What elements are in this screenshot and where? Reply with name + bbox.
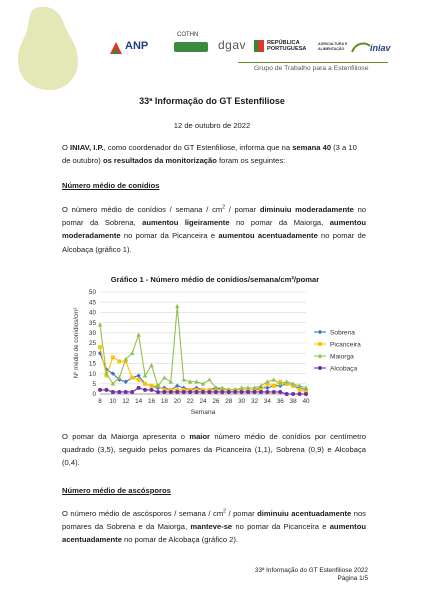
- data-point: [175, 304, 179, 308]
- intro-results: os resultados da monitorização: [102, 156, 217, 166]
- iniav-logo-icon: [350, 40, 372, 54]
- data-point: [318, 330, 322, 334]
- p2-text-b: maior: [189, 432, 210, 441]
- data-point: [246, 390, 250, 394]
- x-tick-label: 32: [250, 398, 259, 405]
- document-title: 33ª Informação do GT Estenfiliose: [139, 96, 285, 106]
- y-tick-label: 20: [88, 350, 96, 358]
- s2-text-b: / pomar: [225, 509, 258, 518]
- header-divider: [238, 62, 388, 63]
- p2-text-a: O pomar da Maiorga apresenta o: [62, 432, 190, 441]
- data-point: [284, 379, 288, 383]
- data-point: [181, 377, 185, 381]
- x-tick-label: 40: [302, 398, 310, 405]
- x-tick-label: 16: [147, 398, 156, 405]
- data-point: [253, 390, 257, 394]
- data-point: [182, 390, 186, 394]
- data-point: [117, 359, 121, 363]
- data-point: [272, 377, 276, 381]
- s2-text-d: nos pomares da Sobrena e da Maiorga,: [62, 509, 366, 532]
- data-point: [98, 345, 102, 349]
- x-tick-label: 26: [212, 398, 220, 405]
- republica-portuguesa-logo: REPÚBLICA PORTUGUESA: [267, 40, 307, 53]
- x-tick-label: 30: [238, 398, 246, 405]
- legend-label: Sobrena: [330, 329, 355, 337]
- cothn-logo-icon: [174, 42, 208, 52]
- data-point: [318, 366, 322, 370]
- s2-text-e: manteve-se: [190, 522, 233, 532]
- y-tick-label: 25: [88, 340, 96, 348]
- legend-label: Picanceira: [330, 341, 361, 349]
- s1-text-f: no pomar da Maiorga,: [229, 218, 330, 228]
- y-tick-label: 0: [92, 391, 96, 399]
- s1-text-a: O número médio de conídios / semana / cm: [62, 205, 223, 214]
- s1-text-j: no pomar de Alcobaça (gráfico 1).: [62, 231, 366, 254]
- data-point: [117, 390, 121, 394]
- partner-logos: [108, 32, 408, 68]
- x-tick-label: 24: [199, 398, 207, 405]
- data-point: [227, 390, 231, 394]
- data-point: [298, 392, 302, 396]
- data-point: [143, 388, 147, 392]
- data-point: [201, 390, 205, 394]
- data-point: [220, 390, 224, 394]
- x-tick-label: 36: [276, 398, 284, 405]
- x-tick-label: 14: [135, 398, 143, 405]
- legend-label: Maiorga: [330, 353, 354, 361]
- s2-sup: 2: [223, 508, 226, 515]
- pear-logo-icon: [0, 0, 120, 90]
- data-point: [265, 386, 269, 390]
- ascosporos-paragraph: [62, 507, 366, 547]
- cothn-logo: COTHN: [177, 32, 199, 38]
- y-tick-label: 5: [92, 381, 96, 388]
- s1-text-g: aumentou moderadamente: [62, 218, 366, 241]
- iniav-logo: iniav: [370, 43, 391, 53]
- s1-sup: 2: [222, 204, 225, 211]
- y-tick-label: 30: [88, 330, 96, 337]
- p2-text-c: número médio de conídios por centímetro quadrado (3,5), seguido pelos pomares da Picanceira (1,1), Sobrena (0,9) e Alcobaça (0,4).: [62, 432, 366, 468]
- data-point: [117, 375, 121, 379]
- chart-title: Gráfico 1 - Número médio de conídios/semana/cm²/pomar: [110, 275, 320, 284]
- footer-title: 33ª Informação do GT Estenfiliose 2022: [254, 567, 368, 574]
- intro-text-3: (3 a 10 de outubro): [62, 143, 357, 166]
- footer-page-number: Página 1/5: [337, 575, 368, 582]
- y-axis-label: Nº médio de conídios/cm²: [73, 307, 80, 379]
- data-point: [124, 390, 128, 394]
- y-tick-label: 10: [88, 370, 96, 378]
- s1-text-b: / pomar: [225, 205, 260, 214]
- data-point: [304, 392, 308, 396]
- intro-org: INIAV, I.P.: [70, 143, 104, 152]
- data-point: [169, 390, 173, 394]
- x-tick-label: 22: [186, 398, 194, 405]
- data-point: [233, 390, 237, 394]
- y-tick-label: 15: [88, 360, 96, 368]
- data-point: [214, 390, 218, 394]
- data-point: [265, 390, 269, 394]
- section-heading-ascosporos: Número médio de ascósporos: [62, 486, 171, 495]
- x-tick-label: 28: [225, 398, 233, 405]
- data-point: [278, 390, 282, 394]
- legend-label: Alcobaça: [330, 365, 358, 373]
- s1-text-d: no pomar da Sobrena,: [62, 205, 367, 228]
- page-footer: [255, 567, 368, 583]
- s1-text-h: no pomar da Picanceira e: [120, 231, 219, 241]
- data-point: [137, 378, 141, 382]
- intro-text-1: O: [62, 143, 71, 152]
- data-point: [130, 351, 134, 355]
- data-point: [130, 376, 134, 380]
- data-point: [285, 392, 289, 396]
- intro-week: semana 40: [292, 143, 332, 152]
- data-point: [156, 390, 160, 394]
- data-point: [104, 388, 108, 392]
- data-point: [175, 390, 179, 394]
- anp-logo-icon: [108, 40, 124, 56]
- data-point: [111, 390, 115, 394]
- data-point: [207, 377, 211, 381]
- group-name: Grupo de Trabalho para a Estenfiliose: [254, 65, 369, 72]
- data-point: [259, 390, 263, 394]
- s1-text-e: aumentou ligeiramente: [142, 218, 230, 228]
- x-tick-label: 20: [173, 398, 181, 405]
- data-point: [272, 390, 276, 394]
- x-axis-label: Semana: [190, 409, 216, 416]
- data-point: [137, 386, 141, 390]
- data-point: [130, 390, 134, 394]
- anp-logo: ANP: [125, 40, 149, 52]
- s2-text-g: aumentou acentuadamente: [62, 522, 366, 545]
- data-point: [150, 384, 154, 388]
- data-point: [291, 392, 295, 396]
- s2-text-c: diminuiu acentuadamente: [257, 509, 352, 518]
- data-point: [162, 390, 166, 394]
- data-point: [143, 382, 147, 386]
- y-tick-label: 35: [88, 319, 96, 327]
- maiorga-paragraph: [62, 430, 366, 470]
- republica-flag-icon: [254, 40, 264, 52]
- s1-text-c: diminuiu moderadamente: [259, 205, 354, 214]
- s1-text-i: aumentou acentuadamente: [218, 231, 318, 241]
- s2-text-a: O número médio de ascósporos / semana / cm: [62, 509, 224, 518]
- data-point: [162, 375, 166, 379]
- section-heading-conidios: Número médio de conídios: [62, 181, 160, 190]
- document-date: 12 de outubro de 2022: [173, 121, 251, 130]
- x-tick-label: 38: [289, 398, 297, 405]
- data-point: [318, 342, 322, 346]
- intro-text-2: , como coordenador do GT Estenfiliose, informa que na: [103, 143, 293, 152]
- data-point: [111, 355, 115, 359]
- conidios-paragraph: [62, 203, 366, 256]
- intro-text-4: foram os seguintes:: [216, 156, 286, 166]
- y-tick-label: 40: [88, 309, 96, 317]
- y-tick-label: 50: [88, 289, 96, 297]
- x-tick-label: 8: [98, 398, 102, 405]
- data-point: [195, 390, 199, 394]
- conidios-line-chart: [60, 286, 370, 422]
- agricultura-logo: AGRICULTURA E ALIMENTAÇÃO: [318, 42, 348, 51]
- data-point: [207, 390, 211, 394]
- x-tick-label: 10: [109, 398, 117, 405]
- data-point: [150, 388, 154, 392]
- x-tick-label: 34: [263, 398, 271, 405]
- y-tick-label: 45: [88, 299, 96, 307]
- s2-text-h: no pomar de Alcobaça (gráfico 2).: [121, 535, 239, 545]
- x-tick-label: 12: [122, 398, 130, 405]
- data-point: [298, 388, 302, 392]
- s2-text-f: no pomar da Picanceira e: [232, 522, 330, 532]
- dgav-logo: dgav: [218, 38, 247, 52]
- data-point: [188, 390, 192, 394]
- intro-paragraph: [62, 141, 366, 167]
- x-tick-label: 18: [160, 398, 168, 405]
- data-point: [240, 390, 244, 394]
- data-point: [272, 384, 276, 388]
- data-point: [98, 388, 102, 392]
